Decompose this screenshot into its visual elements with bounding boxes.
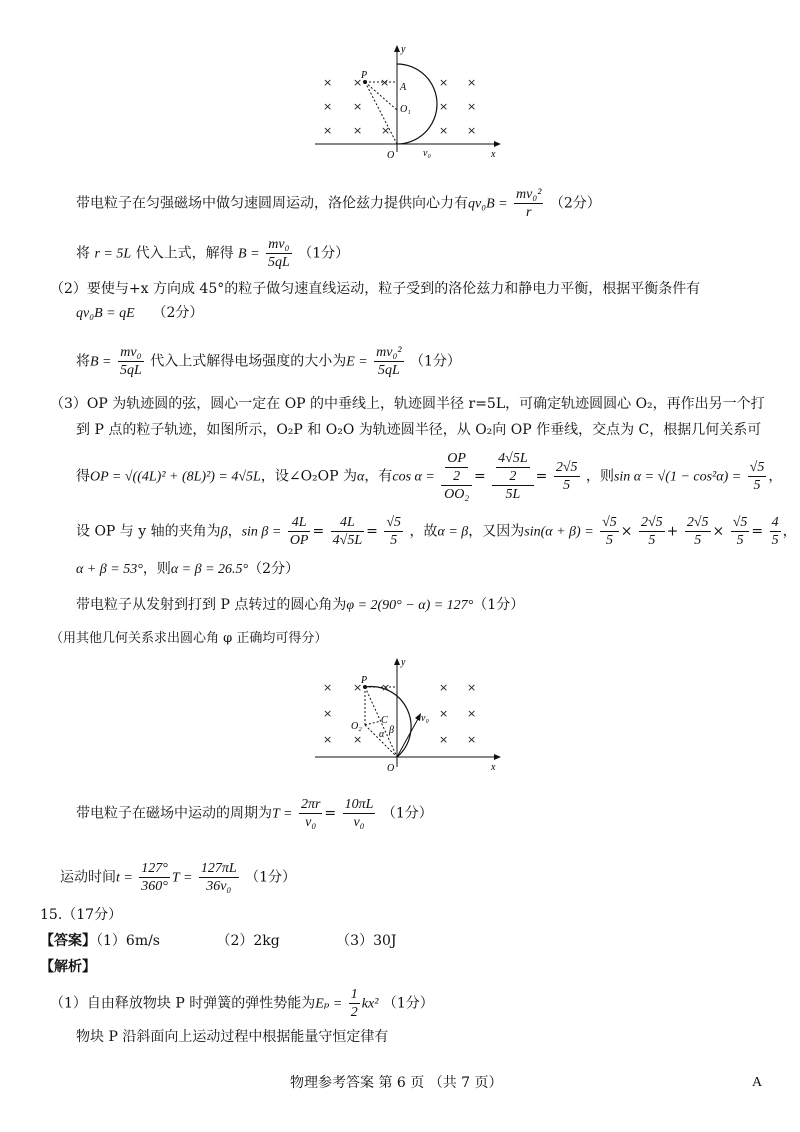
svg-text:v₀: v₀ — [421, 713, 429, 724]
svg-text:O₂: O₂ — [351, 721, 362, 732]
svg-text:x: x — [491, 762, 496, 773]
svg-text:×: × — [380, 76, 390, 89]
svg-text:×: × — [439, 100, 449, 113]
page-footer: 物理参考答案 第 6 页 （共 7 页） — [290, 1075, 503, 1091]
svg-text:×: × — [353, 124, 363, 137]
version-mark: A — [752, 1075, 763, 1090]
svg-text:×: × — [467, 733, 477, 746]
line-10: α + β = 53°，则α = β = 26.5°（2分） — [76, 561, 300, 577]
line-1: 带电粒子在匀强磁场中做匀速圆周运动，洛伦兹力提供向心力有qv₀B = $\frac{\text{mv₀²}}{r}$ （2分） — [76, 187, 601, 220]
answer-line: 【答案】（1）6m/s （2）2kg （3）30J — [40, 933, 397, 949]
question-15-heading: 15.（17分） — [40, 907, 123, 923]
line-3: （2）要使与+x 方向成 45°的粒子做匀速直线运动，粒子受到的洛伦兹力和静电力平衡，根据平衡条件有 — [50, 281, 701, 297]
svg-text:×: × — [439, 707, 449, 720]
svg-text:×: × — [467, 76, 477, 89]
figure-2-diagram — [315, 655, 515, 775]
svg-text:×: × — [381, 124, 391, 137]
svg-text:×: × — [467, 100, 477, 113]
figure-1-diagram — [315, 42, 515, 162]
svg-text:×: × — [467, 124, 477, 137]
svg-text:×: × — [439, 681, 449, 694]
origin-label: O — [387, 150, 395, 161]
line-2: 将 r = 5L 代入上式，解得 B = $\frac{\text{mv₀}}{5qL}$ （1分） — [76, 237, 350, 270]
svg-text:×: × — [439, 76, 449, 89]
svg-text:P: P — [361, 675, 368, 686]
line-18: （1）自由释放物块 P 时弹簧的弹性势能为Eₚ = $\frac{1}{2}$ kx² （1分） — [50, 987, 434, 1020]
line-12: （用其他几何关系求出圆心角 φ 正确均可得分） — [50, 631, 328, 646]
svg-text:×: × — [353, 733, 363, 746]
svg-text:×: × — [439, 733, 449, 746]
line-8: 得OP = √((4L)² + (8L)²) = 4√5L，设∠O₂OP 为α，有cos α = $\frac{\frac{OP}{2}}{\text{OO₂}}$ = $\frac{\frac{4√5L}{2}}{5L}$ = $\frac{2√5}{5}$ ，则sin α = √(1 − cos²α) = $\frac{√5}{5}$ ， — [76, 451, 783, 502]
x-axis-label: x — [491, 149, 496, 160]
svg-text:×: × — [323, 124, 333, 137]
svg-text:×: × — [323, 707, 333, 720]
line-6: （3）OP 为轨迹圆的弦，圆心一定在 OP 的中垂线上，轨迹圆半径 r=5L，可确定轨迹圆圆心 O₂，再作出另一个打 — [50, 396, 765, 412]
svg-text:y: y — [401, 657, 406, 668]
line-13: 带电粒子在磁场中运动的周期为T = $\frac{2\pi r}{\text{v₀}}$ = $\frac{10\pi L}{\text{v₀}}$ （1分） — [76, 797, 433, 830]
svg-text:×: × — [467, 707, 477, 720]
cross-mark: × — [323, 76, 333, 89]
svg-text:×: × — [353, 100, 363, 113]
svg-text:×: × — [353, 76, 363, 89]
svg-text:×: × — [323, 733, 333, 746]
y-axis-label: y — [401, 44, 406, 55]
line-14: 运动时间t = $\frac{127^\circ}{360^\circ}$ T = $\frac{127\pi L}{\text{36v₀}}$ （1分） — [60, 861, 297, 894]
point-p-label: P — [361, 70, 368, 81]
svg-text:×: × — [353, 681, 363, 694]
svg-text:C: C — [381, 715, 388, 726]
point-a-label: A — [400, 82, 407, 93]
svg-text:O: O — [387, 763, 395, 774]
svg-text:×: × — [381, 681, 391, 694]
v0-label: v₀ — [423, 148, 431, 159]
svg-text:β: β — [389, 725, 394, 736]
svg-text:×: × — [467, 681, 477, 694]
svg-text:×: × — [439, 124, 449, 137]
line-7: 到 P 点的粒子轨迹，如图所示，O₂P 和 O₂O 为轨迹圆半径，从 O₂向 OP 作垂线，交点为 C，根据几何关系可 — [76, 422, 762, 438]
analysis-label: 【解析】 — [40, 959, 96, 975]
svg-text:α: α — [379, 729, 385, 740]
svg-text:×: × — [323, 100, 333, 113]
line-11: 带电粒子从发射到打到 P 点转过的圆心角为φ = 2(90° − α) = 127°（1分） — [76, 597, 525, 613]
line-9: 设 OP 与 y 轴的夹角为β，sin β = $\frac{4L}{OP}$ = $\frac{4L}{4√5L}$ = $\frac{√5}{5}$ ，故α = β，又因为sin(α + β) = $\frac{√5}{5}$ × $\frac{2√5}{5}$ + $\frac{2√5}{5}$ × $\frac{√5}{5}$ = $\frac{4}{5}$ ， — [76, 515, 797, 548]
line-19: 物块 P 沿斜面向上运动过程中根据能量守恒定律有 — [76, 1029, 389, 1045]
point-o1-label: O₁ — [400, 104, 411, 115]
line-5: 将B = $\frac{\text{mv₀}}{5qL}$ 代入上式解得电场强度的大小为E = $\frac{\text{mv₀²}}{5qL}$ （1分） — [76, 345, 461, 378]
svg-text:×: × — [323, 681, 333, 694]
line-4: qv₀B = qE （2分） — [76, 305, 204, 321]
